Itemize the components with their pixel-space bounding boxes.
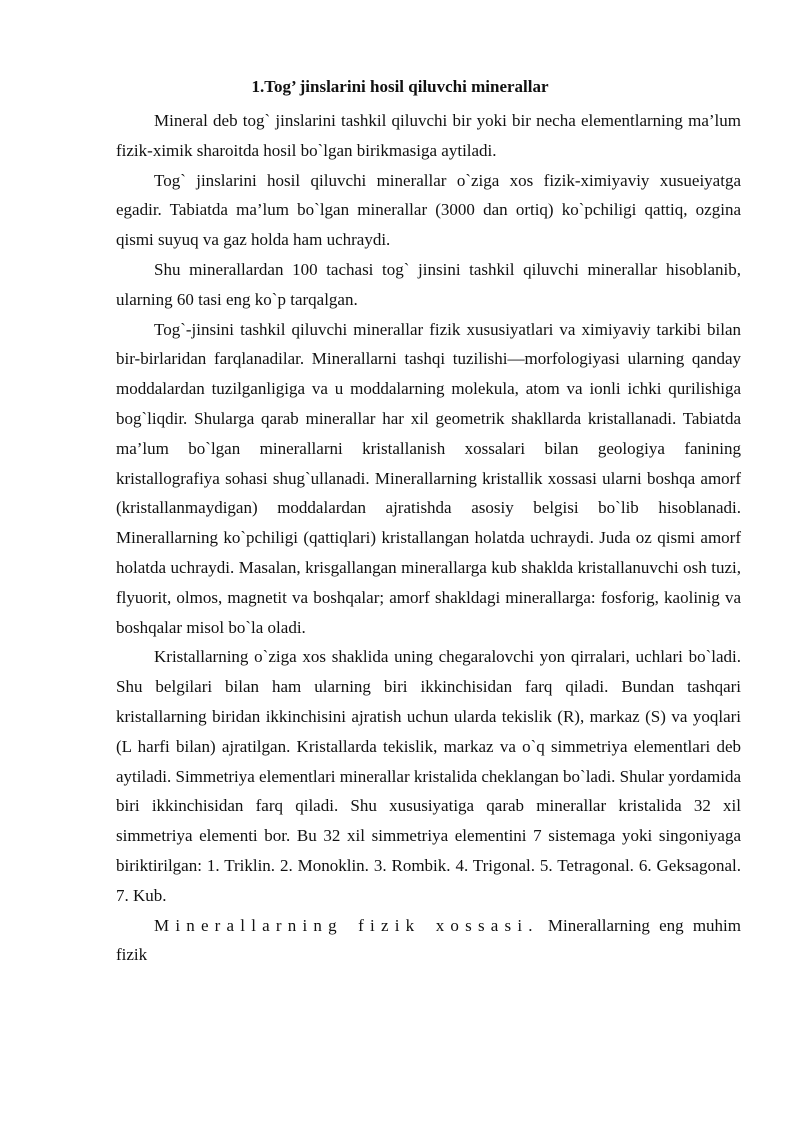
physical-properties-heading: Minerallarning fizik xossasi. <box>154 915 539 935</box>
paragraph-mineral-definition: Mineral deb tog` jinslarini tashkil qiluvchi bir yoki bir necha elementlarning ma’lum fizik-ximik sharoitda hosil bo`lgan birikmasiga aytiladi. <box>116 111 741 160</box>
paragraph-mineral-count: Shu minerallardan 100 tachasi tog` jinsini tashkil qiluvchi minerallar hisoblanib, ularning 60 tasi eng ko`p tarqalgan. <box>116 259 741 309</box>
paragraph-physical-properties <box>116 911 741 971</box>
document-title: 1.Tog’ jinslarini hosil qiluvchi minerallar <box>251 77 549 96</box>
physical-properties-text: Minerallarning eng muhim fizik <box>116 915 741 965</box>
paragraph-symmetry: Kristallarning o`ziga xos shaklida uning chegaralovchi yon qirralari, uchlari bo`ladi. Shu belgilari bilan ham ularning biri ikkinchisidan farq qiladi. Bundan tashqari kristallarning biridan ikkinchisini ajratish uchun ularda tekislik (R), markaz (S) va yoqlari (L harfi bilan) ajratilgan. Kristallarda tekislik, markaz va o`q simmetriya elementlari deb aytiladi. Simmetriya elementlari minerallar kristalida cheklangan bo`ladi. Shular yordamida biri ikkinchisidan farq qiladi. Shu xususiyatiga qarab minerallar kristalida 32 xil simmetriya elementi bor. Bu 32 xil simmetriya elementini 7 sistemaga yoki singoniyaga biriktirilgan: 1. Triklin. 2. Monoklin. 3. Rombik. 4. Trigonal. 5. Tetragonal. 6. Geksagonal. 7. Kub. <box>116 647 742 905</box>
paragraph-crystallization: Tog`-jinsini tashkil qiluvchi minerallar fizik xususiyatlari va ximiyaviy tarkibi bilan bir-birlaridan farqlanadilar. Minerallarni tashqi tuzilishi—morfologiyasi ularning qanday moddalardan tuzilganligiga va u moddalarning molekula, atom va ionli ichki qurilishiga bog`liqdir. Shularga qarab minerallar har xil geometrik shakllarda kristallanadi. Tabiatda ma’lum bo`lgan minerallarni kristallanish xossalari bilan geologiya fanining kristallografiya sohasi shug`ullanadi. Minerallarning kristallik xossasi ularni boshqa amorf (kristallanmaydigan) moddalardan ajratishda asosiy belgisi bo`lib hisoblanadi. Minerallarning ko`pchiligi (qattiqlari) kristallangan holatda uchraydi. Juda oz qismi amorf holatda uchraydi. Masalan, krisgallangan minerallarga kub shaklda kristallanuvchi osh tuzi, flyuorit, olmos, magnetit va boshqalar; amorf shakldagi minerallarga: fosforig, kaolinig va boshqalar misol bo`la oladi. <box>116 319 741 637</box>
paragraph-mineral-properties: Tog` jinslarini hosil qiluvchi minerallar o`ziga xos fizik-ximiyaviy xusueiyatga egadir. Tabiatda ma’lum bo`lgan minerallar (3000 dan ortiq) ko`pchiligi qattiq, ozgina qismi suyuq va gaz holda ham uchraydi. <box>116 170 741 250</box>
document-body <box>116 106 741 970</box>
